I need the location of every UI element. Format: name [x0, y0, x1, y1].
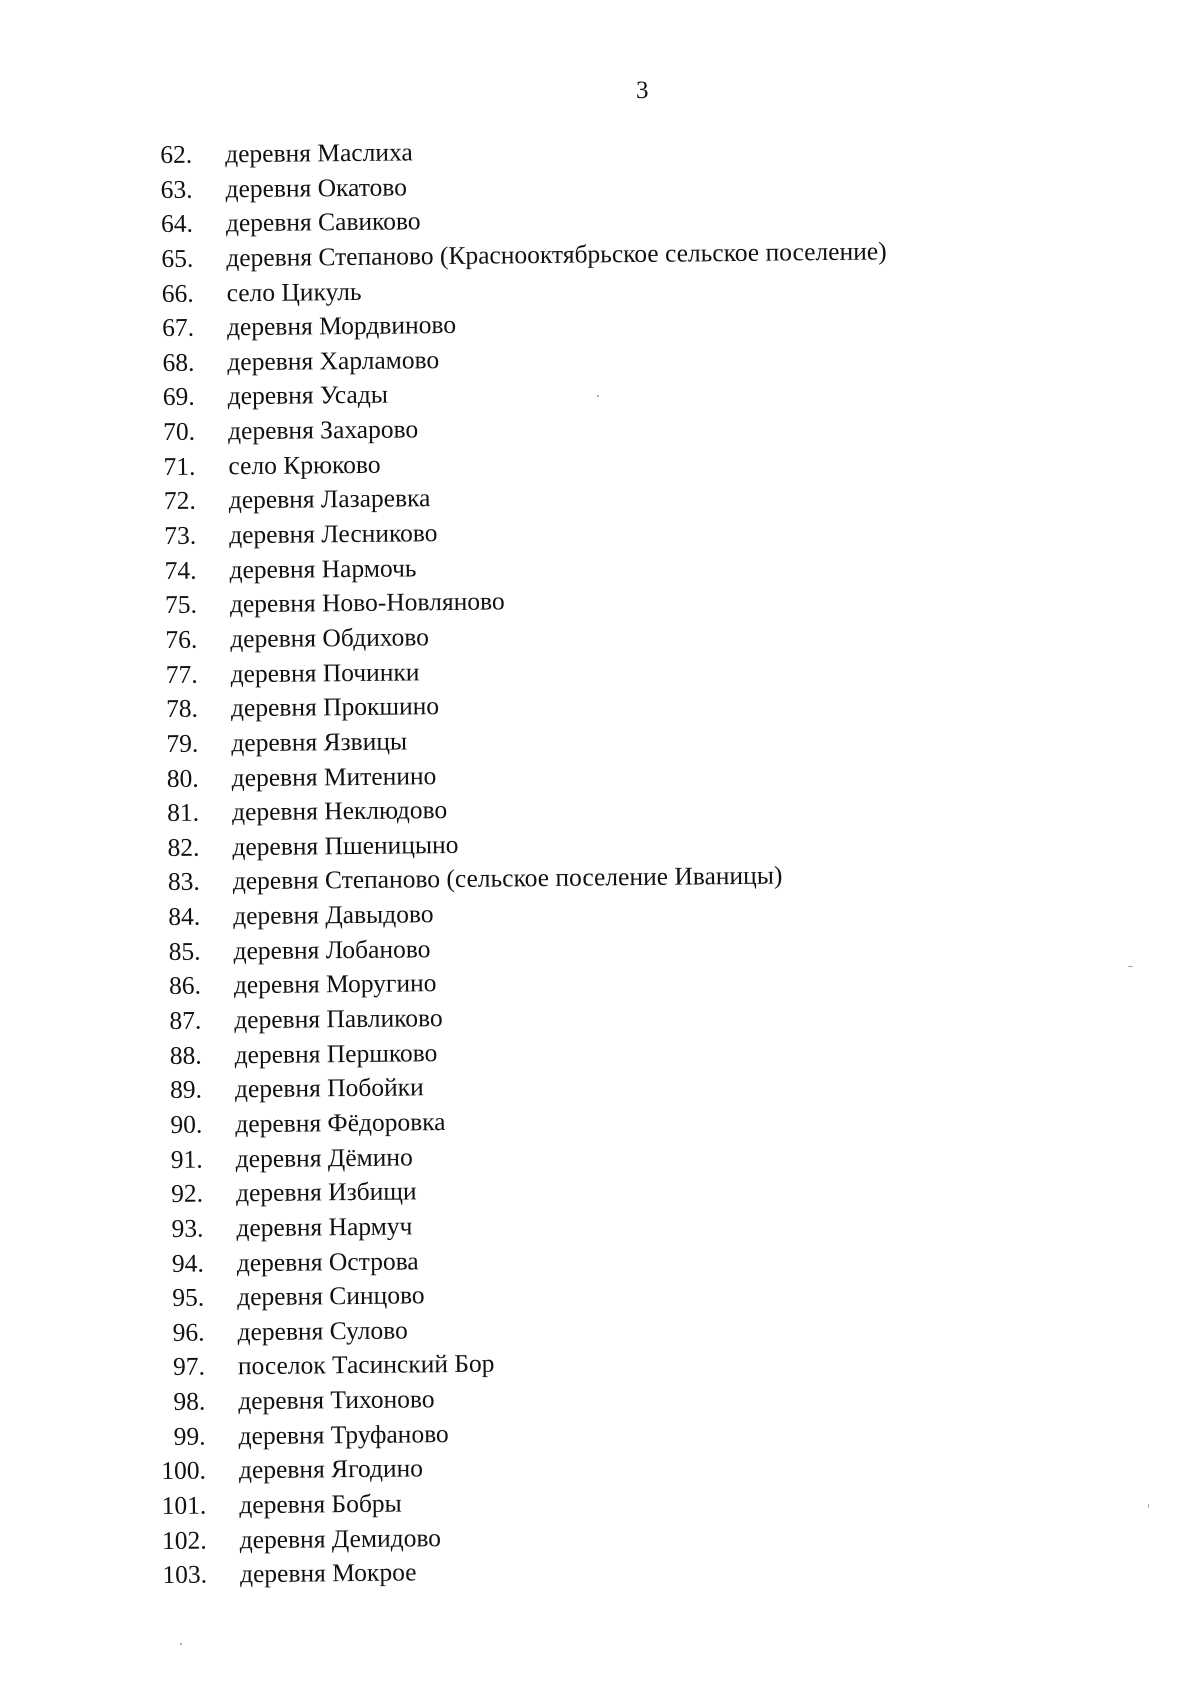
- item-name: деревня Тихоново: [238, 1384, 435, 1416]
- item-name: деревня Пшеницыно: [232, 829, 459, 862]
- item-name: деревня Захарово: [227, 414, 419, 446]
- item-name: поселок Тасинский Бор: [237, 1348, 495, 1381]
- item-number: 94.: [171, 1248, 204, 1278]
- item-number: 62.: [160, 139, 193, 169]
- item-number: 85.: [168, 936, 201, 966]
- item-number: 64.: [160, 208, 194, 239]
- item-name: деревня Павликово: [234, 1003, 443, 1035]
- item-number: 65.: [161, 243, 194, 273]
- item-name: деревня Синцово: [236, 1280, 425, 1312]
- item-name: деревня Нармуч: [236, 1211, 413, 1243]
- item-number: 98.: [173, 1386, 206, 1416]
- scan-speck: [1148, 1504, 1149, 1508]
- item-number: 96.: [172, 1317, 205, 1347]
- item-number: 95.: [172, 1282, 205, 1313]
- item-number: 82.: [167, 832, 200, 862]
- item-name: деревня Моругино: [233, 968, 437, 1000]
- item-number: 71.: [163, 451, 196, 481]
- item-number: 97.: [172, 1352, 206, 1382]
- item-number: 90.: [170, 1109, 203, 1139]
- item-number: 92.: [171, 1178, 204, 1209]
- item-number: 74.: [164, 555, 197, 585]
- item-number: 75.: [164, 589, 198, 620]
- item-number: 66.: [161, 278, 194, 308]
- item-number: 91.: [170, 1144, 203, 1174]
- item-name: деревня Обдихово: [230, 622, 430, 654]
- item-number: 87.: [169, 1005, 202, 1035]
- item-name: деревня Харламово: [227, 344, 440, 377]
- item-number: 69.: [162, 382, 195, 412]
- item-name: деревня Ягодино: [238, 1453, 424, 1485]
- item-name: деревня Степаново (сельское поселение Иваницы): [232, 860, 783, 896]
- item-name: деревня Прокшино: [230, 691, 440, 723]
- item-name: деревня Труфаново: [238, 1418, 449, 1450]
- item-name: деревня Лобаново: [233, 933, 431, 966]
- item-name: деревня Дёмино: [235, 1141, 413, 1173]
- item-name: деревня Першково: [234, 1037, 438, 1069]
- item-number: 73.: [164, 520, 197, 551]
- item-name: деревня Мордвиново: [226, 310, 457, 342]
- item-name: село Цикуль: [226, 276, 362, 307]
- item-name: деревня Избищи: [235, 1176, 417, 1208]
- item-name: деревня Савиково: [225, 206, 421, 238]
- item-number: 77.: [165, 659, 198, 689]
- item-number: 84.: [168, 901, 201, 932]
- item-name: деревня Нармочь: [229, 553, 417, 584]
- item-name: деревня Мокрое: [239, 1557, 417, 1589]
- item-number: 83.: [167, 867, 200, 897]
- item-number: 67.: [161, 312, 195, 343]
- item-number: 76.: [165, 624, 198, 654]
- item-number: 101.: [161, 1490, 207, 1521]
- page-number: 3: [636, 77, 649, 104]
- item-number: 81.: [167, 797, 200, 828]
- item-number: 68.: [162, 347, 195, 377]
- item-number: 72.: [163, 486, 196, 516]
- item-name: деревня Демидово: [239, 1522, 442, 1554]
- item-number: 93.: [171, 1213, 204, 1243]
- item-name: деревня Маслиха: [225, 137, 413, 169]
- settlement-list: [0, 127, 1200, 1594]
- item-number: 99.: [173, 1421, 206, 1451]
- item-name: деревня Лесниково: [229, 518, 438, 550]
- item-number: 70.: [163, 416, 196, 447]
- item-name: село Крюково: [228, 449, 381, 481]
- item-number: 89.: [169, 1074, 203, 1105]
- item-name: деревня Ново-Новляново: [229, 586, 505, 619]
- item-number: 100.: [161, 1455, 207, 1486]
- item-name: деревня Побойки: [234, 1072, 424, 1104]
- item-number: 78.: [165, 693, 199, 724]
- item-number: 102.: [161, 1525, 207, 1555]
- item-name: деревня Починки: [230, 656, 420, 688]
- item-name: деревня Окатово: [225, 172, 408, 203]
- item-number: 63.: [160, 174, 193, 204]
- item-name: деревня Сулово: [237, 1315, 408, 1347]
- item-name: деревня Давыдово: [232, 899, 434, 931]
- item-name: деревня Бобры: [239, 1488, 402, 1520]
- item-name: деревня Неклюдово: [231, 795, 448, 827]
- scan-speck: [597, 395, 599, 397]
- item-name: деревня Язвицы: [231, 726, 408, 758]
- item-name: деревня Фёдоровка: [235, 1107, 446, 1139]
- item-name: деревня Усады: [227, 380, 389, 411]
- scan-speck: [180, 1643, 182, 1645]
- item-name: деревня Митенино: [231, 760, 437, 792]
- item-name: деревня Степаново (Краснооктябрьское сельское поселение): [226, 236, 887, 273]
- item-number: 86.: [168, 970, 202, 1001]
- item-number: 103.: [162, 1559, 208, 1590]
- scan-speck: [1128, 966, 1133, 967]
- item-number: 88.: [169, 1040, 202, 1070]
- item-number: 80.: [166, 763, 199, 793]
- item-number: 79.: [166, 728, 199, 758]
- item-name: деревня Острова: [236, 1245, 419, 1277]
- item-name: деревня Лазаревка: [228, 483, 431, 515]
